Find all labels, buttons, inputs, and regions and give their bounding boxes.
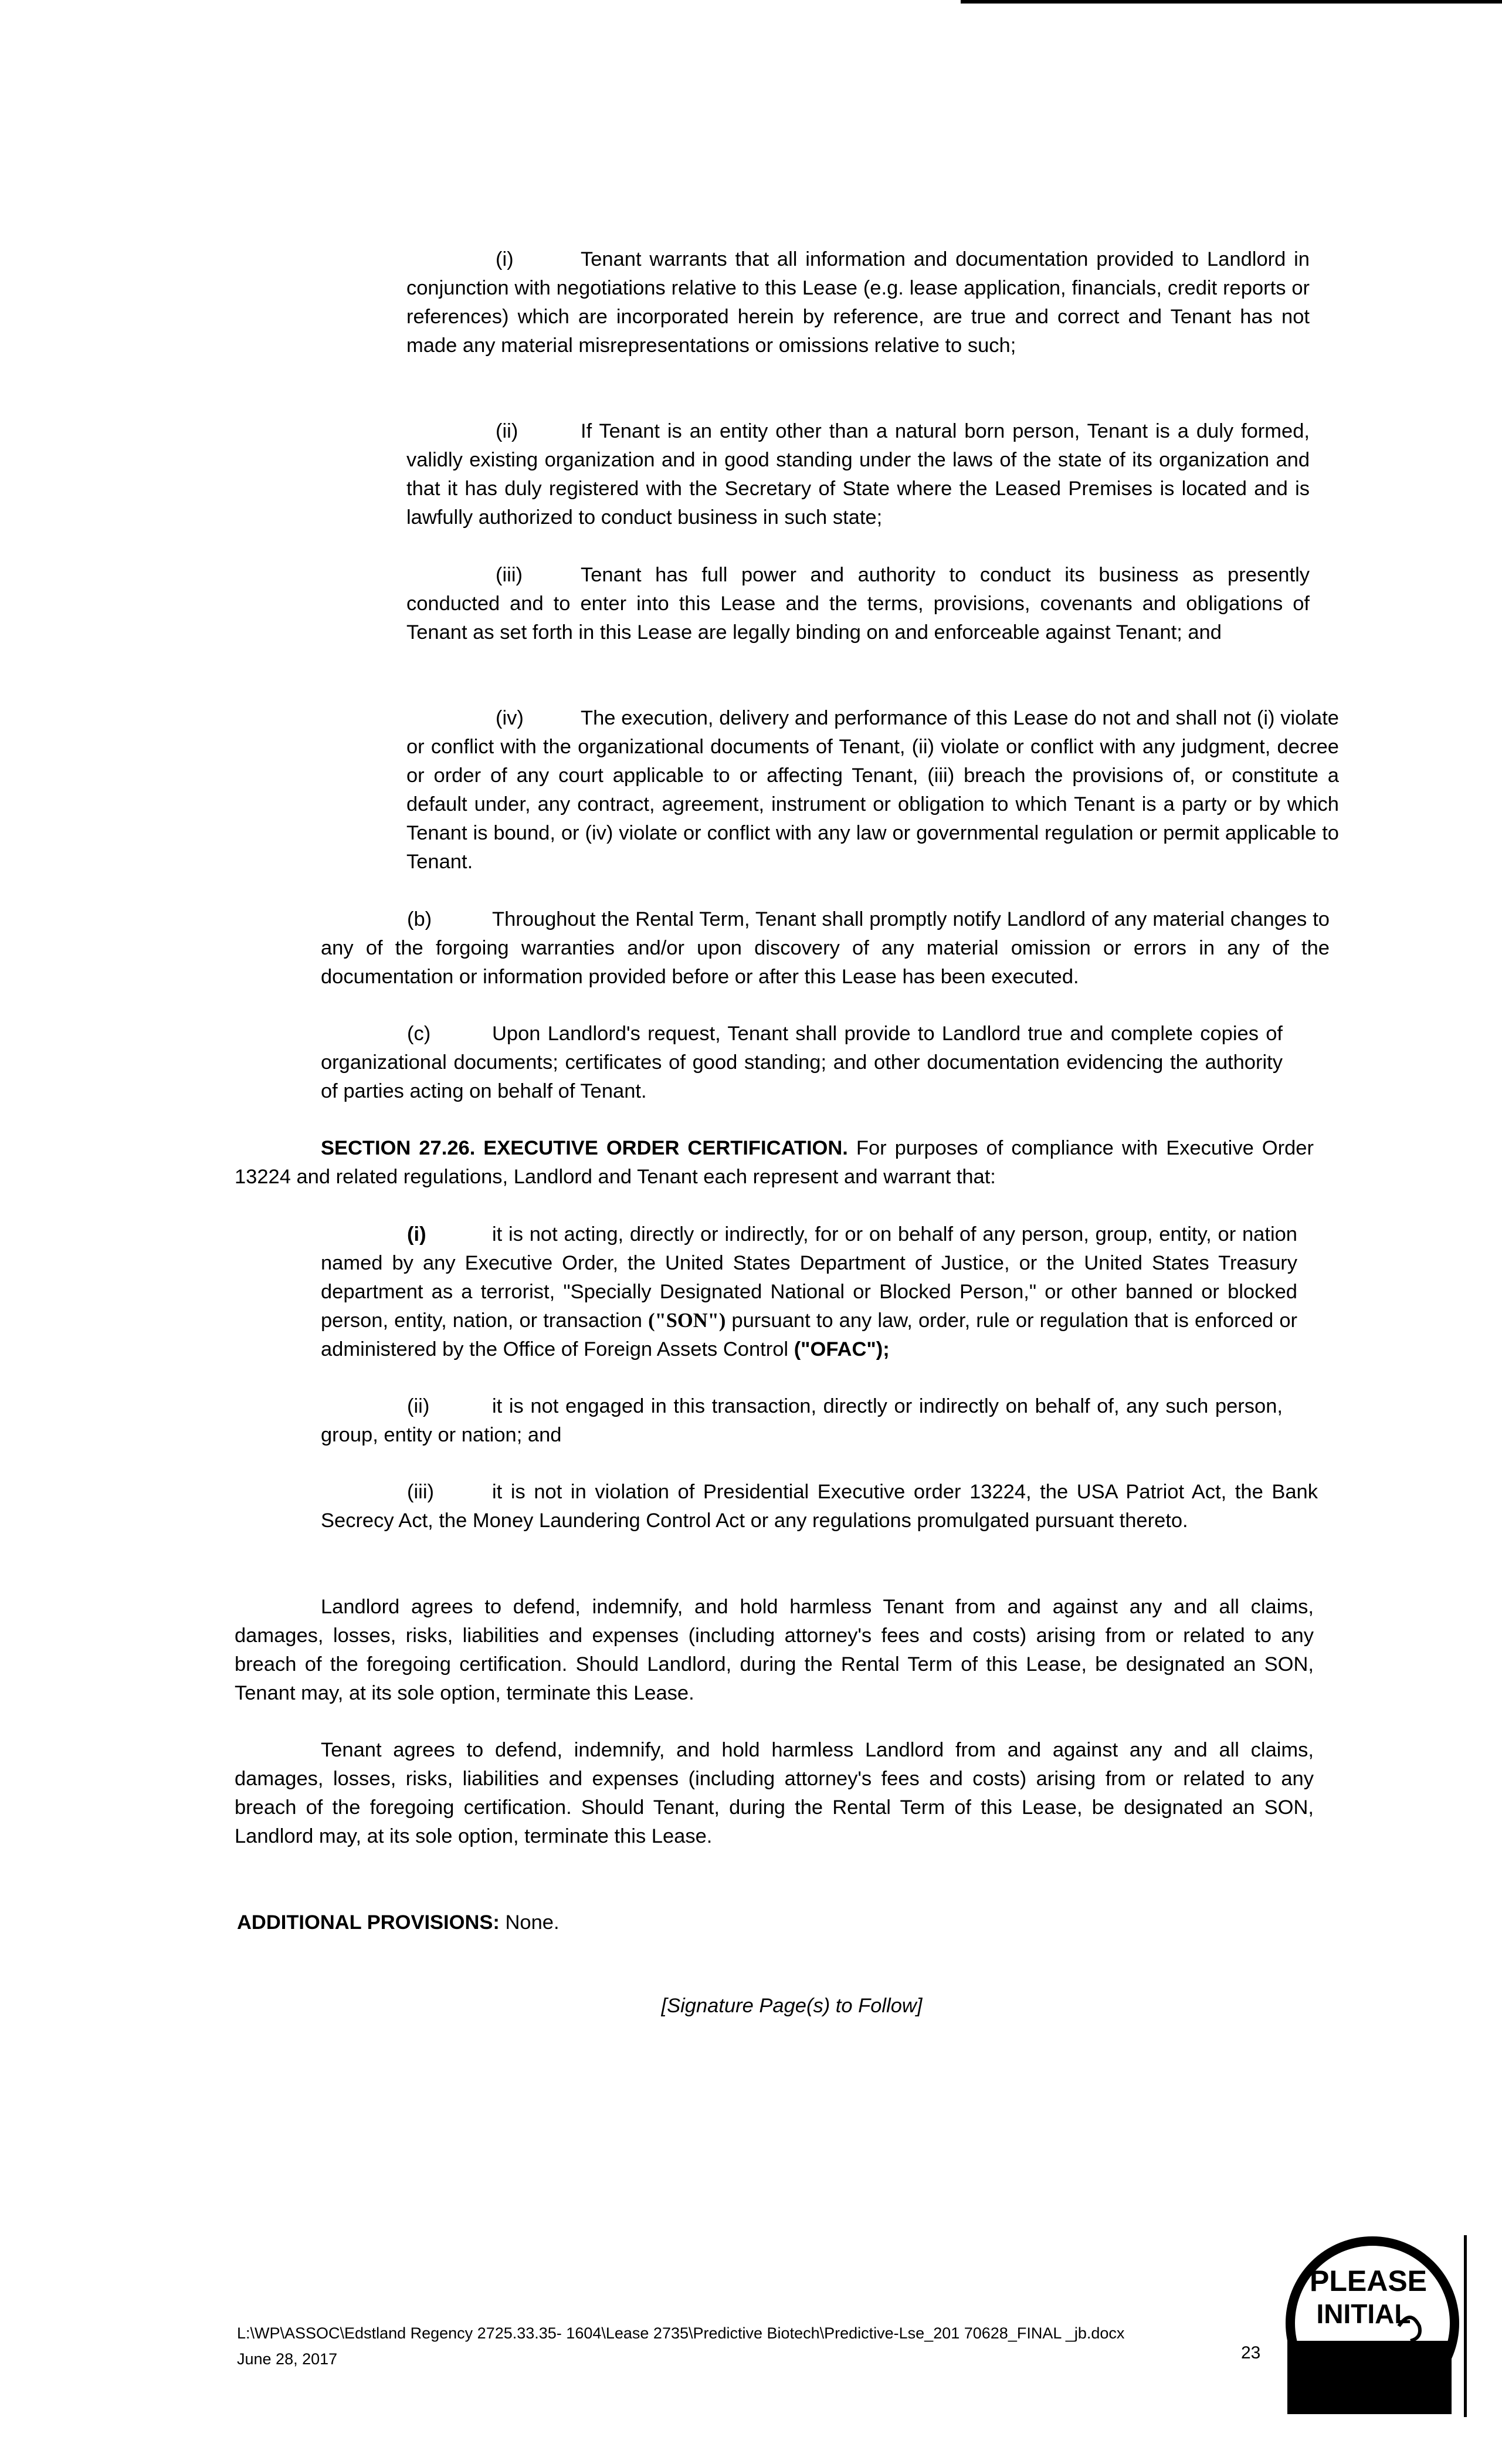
paragraph-i-warranty [406,245,1310,360]
paragraph-b-notify [321,905,1330,991]
additional-provisions-value: None. [499,1911,560,1934]
paragraph-text: it is not in violation of Presidential Executive order 13224, the USA Patriot Act, the Bank Secrecy Act, the Money Laundering Control Act or any regulations promulgated pursuant thereto. [321,1481,1318,1532]
paragraph-text: The execution, delivery and performance of this Lease do not and shall not (i) violate or conflict with the organizational documents of Tenant, (ii) violate or conflict with any judgment, decree or order of any court applicable to or affecting Tenant, (iii) breach the provisions of, or constitute a default under, any contract, agreement, instrument or obligation to which Tenant is a party or by which Tenant is bound, or (iv) violate or conflict with any law or governmental regulation or permit applicable to Tenant. [406,707,1339,873]
section-text: For purposes of compliance with Executive Order 13224 and related regulations, Landlord and Tenant each represent and warrant that: [235,1137,1314,1188]
paragraph-landlord-indemnify: Landlord agrees to defend, indemnify, and hold harmless Tenant from and against any and all claims, damages, losses, risks, liabilities and expenses (including attorney's fees and costs) arising from or related to any breach of the foregoing certification. Should Landlord, during the Rental Term of this Lease, be designated an SON, Tenant may, at its sole option, terminate this Lease. [235,1596,1314,1704]
section-heading: SECTION 27.26. EXECUTIVE ORDER CERTIFICATION. [321,1137,848,1159]
paragraph-iv-execution [406,704,1339,876]
stamp-box [1287,2341,1452,2414]
list-marker: (ii) [496,420,518,442]
additional-provisions-label: ADDITIONAL PROVISIONS: [237,1911,500,1934]
stamp-line1: PLEASE [1309,2265,1428,2297]
paragraph-text: it is not acting, directly or indirectly, for or on behalf of any person, group, entity, or nation named by any Executive Order, the United States Department of Justice, or the United States Treasury department as a terrorist, "Specially Designated National or Blocked Person," or other banned or blocked person, entity, nation, or transaction [321,1223,1297,1332]
additional-provisions [237,1908,560,1937]
section-27-26 [235,1134,1314,1192]
paragraph-text: If Tenant is an entity other than a natural born person, Tenant is a duly formed, validly existing organization and in good standing under the laws of the state of its organization and that it has duly registered with the Secretary of State where the Leased Premises is located and is lawfully authorized to conduct business in such state; [406,420,1310,529]
stamp-line2: INITIAL [1316,2299,1411,2329]
paragraph-iii-power [406,561,1310,647]
paragraph-text: Tenant has full power and authority to conduct its business as presently conducted and to enter into this Lease and the terms, provisions, covenants and obligations of Tenant as set forth in this Lease are legally binding on and enforceable against Tenant; and [406,564,1310,644]
paragraph-text: Throughout the Rental Term, Tenant shall promptly notify Landlord of any material changes to any of the forgoing warranties and/or upon discovery of any material omission or errors in any of the documentation or information provided before or after this Lease has been executed. [321,908,1330,988]
footer-date: June 28, 2017 [237,2350,338,2368]
ofac-term: ("OFAC"); [794,1338,890,1360]
paragraph-text-continued: pursuant to any law, order, rule or regulation that is enforced or administered by the Office of Foreign Assets Control [321,1309,1297,1360]
right-border-line [1464,2235,1467,2417]
paragraph-text: Tenant warrants that all information and documentation provided to Landlord in conjunction with negotiations relative to this Lease (e.g. lease application, financials, credit reports or references) which are incorporated herein by reference, are true and correct and Tenant has not made any material misrepresentations or omissions relative to such; [406,248,1310,357]
list-marker: (iii) [496,564,523,586]
list-marker: (b) [407,908,432,930]
signature-note: [Signature Page(s) to Follow] [661,1995,923,2017]
paragraph-eo-iii [321,1478,1318,1535]
list-marker: (i) [407,1223,426,1245]
list-marker: (i) [496,248,514,270]
list-marker: (ii) [407,1395,430,1417]
paragraph-tenant-indemnify: Tenant agrees to defend, indemnify, and hold harmless Landlord from and against any and all claims, damages, losses, risks, liabilities and expenses (including attorney's fees and costs) arising from or related to any breach of the foregoing certification. Should Tenant, during the Rental Term of this Lease, be designated an SON, Landlord may, at its sole option, terminate this Lease. [235,1739,1314,1847]
top-border-line [961,0,1502,4]
paragraph-text: Upon Landlord's request, Tenant shall provide to Landlord true and complete copies of organizational documents; certificates of good standing; and other documentation evidencing the authority of parties acting on behalf of Tenant. [321,1023,1283,1102]
list-marker: (iii) [407,1481,434,1503]
paragraph-eo-ii [321,1392,1283,1450]
please-initial-stamp [1281,2232,1463,2414]
paragraph-text: it is not engaged in this transaction, directly or indirectly on behalf of, any such person, group, entity or nation; and [321,1395,1283,1446]
paragraph-ii-entity [406,417,1310,532]
footer-file-path: L:\WP\ASSOC\Edstland Regency 2725.33.35- 1604\Lease 2735\Predictive Biotech\Predictive-Lse_201 70628_FINAL _jb.docx [237,2324,1125,2342]
list-marker: (c) [407,1023,431,1045]
list-marker: (iv) [496,707,524,729]
son-term: ("SON") [648,1309,726,1332]
paragraph-eo-i [321,1220,1297,1364]
page-number: 23 [1241,2343,1261,2363]
paragraph-c-provide [321,1020,1283,1106]
